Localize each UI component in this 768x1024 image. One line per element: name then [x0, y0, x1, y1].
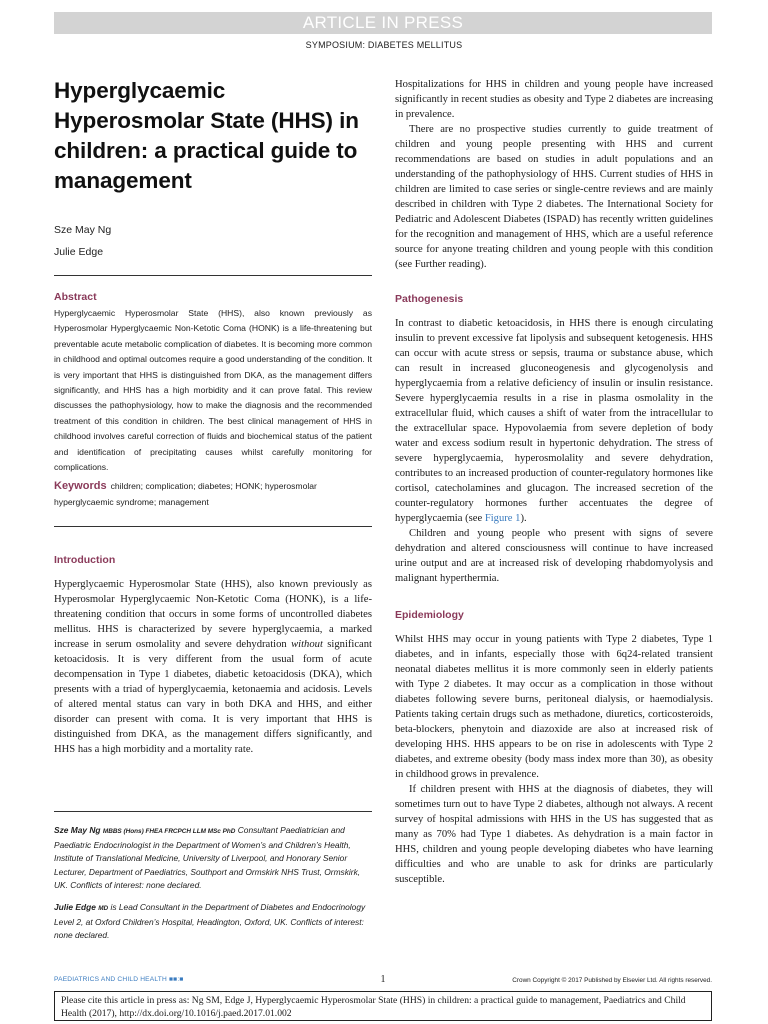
copyright-notice: Crown Copyright © 2017 Published by Elsevier Ltd. All rights reserved. [512, 977, 712, 984]
page-footer [54, 975, 712, 989]
bio-text: Consultant Paediatrician and Paediatric Endocrinologist in the Department of Women’s and Children’s Health, Institute of Translational Medicine, University of Liverpool, and Honorary Senior Lecturer, Department of Paediatrics, Southport and Ormskirk NHS Trust, Ormskirk, UK. Conflicts of interest: none declared. [54, 825, 361, 891]
text-run: In contrast to diabetic ketoacidosis, in HHS there is enough circulating insulin to prevent excessive fat lipolysis and subsequent ketogenesis. HHS can occur with acute stress or sepsis, trauma or substance abuse, which can result in increased gluconeogenesis and glycogenolysis and hyperglycaemia from a relative deficiency of insulin or insulin resistance. Severe hyperglycaemia results in a rise in plasma osmolality in the extracellular fluid, which causes a shift of water from the intracellular to the extracellular space. Hypovolaemia from severe depletion of body water and excess sodium result in hypertonic dehydration. The stress of severe hyperglycaemia, hyperosmolality and severe dehydration, contributes to an increased production of counter-regulatory hormones like cortisol, catecholamines and glucagon. The increased secretion of the counter-regulatory hormones further accentuates the degree of hyperglycaemia (see [395, 318, 713, 524]
epidemiology-text [395, 632, 713, 887]
journal-name: PAEDIATRICS AND CHILD HEALTH ■■:■ [54, 976, 184, 983]
author-bio [54, 824, 372, 893]
figure-link[interactable]: Figure 1 [484, 513, 521, 524]
pathogenesis-heading: Pathogenesis [395, 293, 464, 305]
paragraph: Children and young people who present with signs of severe dehydration and altered consciousness will continue to have increased urine output and are at increased risk of developing rhabdomyolysis and malignant hyperthermia. [395, 528, 713, 584]
citation-box: Please cite this article in press as: Ng SM, Edge J, Hyperglycaemic Hyperosmolar State (HHS) in children: a practical guide to management, Paediatrics and Child Health (2017), http://dx.doi.org/10.1016/j.paed.2017.01.002 [54, 991, 712, 1021]
introduction-text [54, 577, 372, 757]
keywords-text: children; complication; diabetes; HONK; hyperosmolar hyperglycaemic syndrome; management [54, 481, 317, 507]
introduction-heading: Introduction [54, 554, 116, 567]
author-bio [54, 901, 372, 943]
keywords-label: Keywords [54, 480, 107, 493]
bio-qualifications: MBBS (Hons) FHEA FRCPCH LLM MSc PhD [102, 828, 236, 835]
epidemiology-heading: Epidemiology [395, 609, 464, 621]
bio-name: Sze May Ng [54, 825, 101, 835]
article-title: Hyperglycaemic Hyperosmolar State (HHS) in children: a practical guide to management [54, 78, 359, 193]
paragraph [395, 316, 713, 526]
intro-continuation [395, 77, 713, 272]
author-list [54, 219, 372, 263]
paragraph: Hospitalizations for HHS in children and young people have increased significantly in recent studies as obesity and Type 2 diabetes are increasing in prevalence. [395, 79, 713, 120]
text-run: Hyperglycaemic Hyperosmolar State (HHS), also known previously as Hyperosmolar Hyperglycaemic Non-Ketotic Coma (HONK), is a life-threatening condition that occurs in some forms of uncontrolled diabetes mellitus. HHS is characterized by severe hyperglycaemia, a marked increase in serum osmolality and severe dehydration [54, 579, 372, 651]
italic-text: without [291, 639, 323, 651]
divider [54, 526, 372, 527]
text-run: ). [520, 513, 527, 524]
text-run: significant ketoacidosis. It is very different from the usual form of acute decompensation in Type 1 diabetes, diabetic ketoacidosis (DKA), which presents with a triad of hyperglycaemia, ketonaemia and acidosis. Levels of altered mental status can vary in both DKA and HHS, and either disorder can present with coma. It is very important that HHS is distinguished from DKA, as the management differs significantly, and HHS has a high morbidity and a mortality rate. [54, 639, 372, 756]
paragraph: Whilst HHS may occur in young patients with Type 2 diabetes, Type 1 diabetes, and in infants, especially those with 6q24-related transient neonatal diabetes mellitus it is more commonly seen in elderly patients with Type 2 diabetes. It may occur as a complication in those without diabetes following severe burns, peritoneal dialysis, or haemodialysis. Patients taking certain drugs such as methadone, diuretics, corticosteroids, beta-blockers, phenytoin and diazoxide are also at increased risk of developing HHS. HHS appears to be on rise in adolescents with Type 2 diabetes, and extreme obesity (body mass index more than 30), as obesity in childhood grows in prevalence. [395, 634, 713, 780]
keywords [54, 479, 372, 510]
paragraph [54, 577, 372, 757]
pathogenesis-text [395, 316, 713, 586]
paragraph: There are no prospective studies currently to guide treatment of children and young people presenting with HHS and current recommendations are based on studies in adult populations and an understanding of the pathophysiology of HHS. Current studies of HHS in children are limited to case series or single-centre reviews and are mainly described in children with Type 2 diabetes. The International Society for Pediatric and Adolescent Diabetes (ISPAD) has recently written guidelines for the recognition and management of HHS, which are a useful reference source for anyone treating children and young people with this condition (see Further reading). [395, 124, 713, 270]
bio-qualifications: MD [98, 904, 109, 912]
abstract-text: Hyperglycaemic Hyperosmolar State (HHS), also known previously as Hyperosmolar Hyperglycaemic Non-Ketotic Coma (HONK) is a life-threatening but preventable acute metabolic complication of diabetes. It is becoming more common in childhood and optimal outcomes require a good understanding of the condition. It is very important that HHS is distinguished from DKA, as the management differs significantly, and HHS has a high morbidity and it can prove fatal. This review discusses the pathophysiology, how to make the diagnosis and the recommended treatment of this condition in children. The best clinical management of HHS in childhood involves careful correction of fluids and biochemical status of the patient and identification of precipitating causes whilst carefully monitoring for complications. [54, 308, 372, 473]
article-in-press-banner: ARTICLE IN PRESS [54, 12, 712, 34]
divider [54, 275, 372, 276]
author-bios [54, 811, 372, 943]
author-name: Sze May Ng [54, 224, 112, 236]
left-column [54, 76, 372, 757]
bio-name: Julie Edge [54, 901, 96, 912]
paragraph: If children present with HHS at the diagnosis of diabetes, they will sometimes turn out to have Type 2 diabetes, although not always. A recent survey of hospital admissions with HHS in the US has suggested that as many as 70% had Type 1 diabetes. As dehydration is a main factor in HHS, children and young people developing diabetes who have learning difficulties and who are unable to ask for drinks are particularly susceptible. [395, 784, 713, 885]
author-name: Julie Edge [54, 246, 104, 258]
page-number: 1 [380, 974, 386, 985]
abstract-heading: Abstract [54, 291, 97, 303]
symposium-label: SYMPOSIUM: DIABETES MELLITUS [305, 40, 463, 50]
right-column [395, 77, 713, 887]
bio-text: is Lead Consultant in the Department of Diabetes and Endocrinology Level 2, at Oxford Children’s Hospital, Headington, Oxford, UK. Conflicts of interest: none declared. [54, 901, 366, 941]
